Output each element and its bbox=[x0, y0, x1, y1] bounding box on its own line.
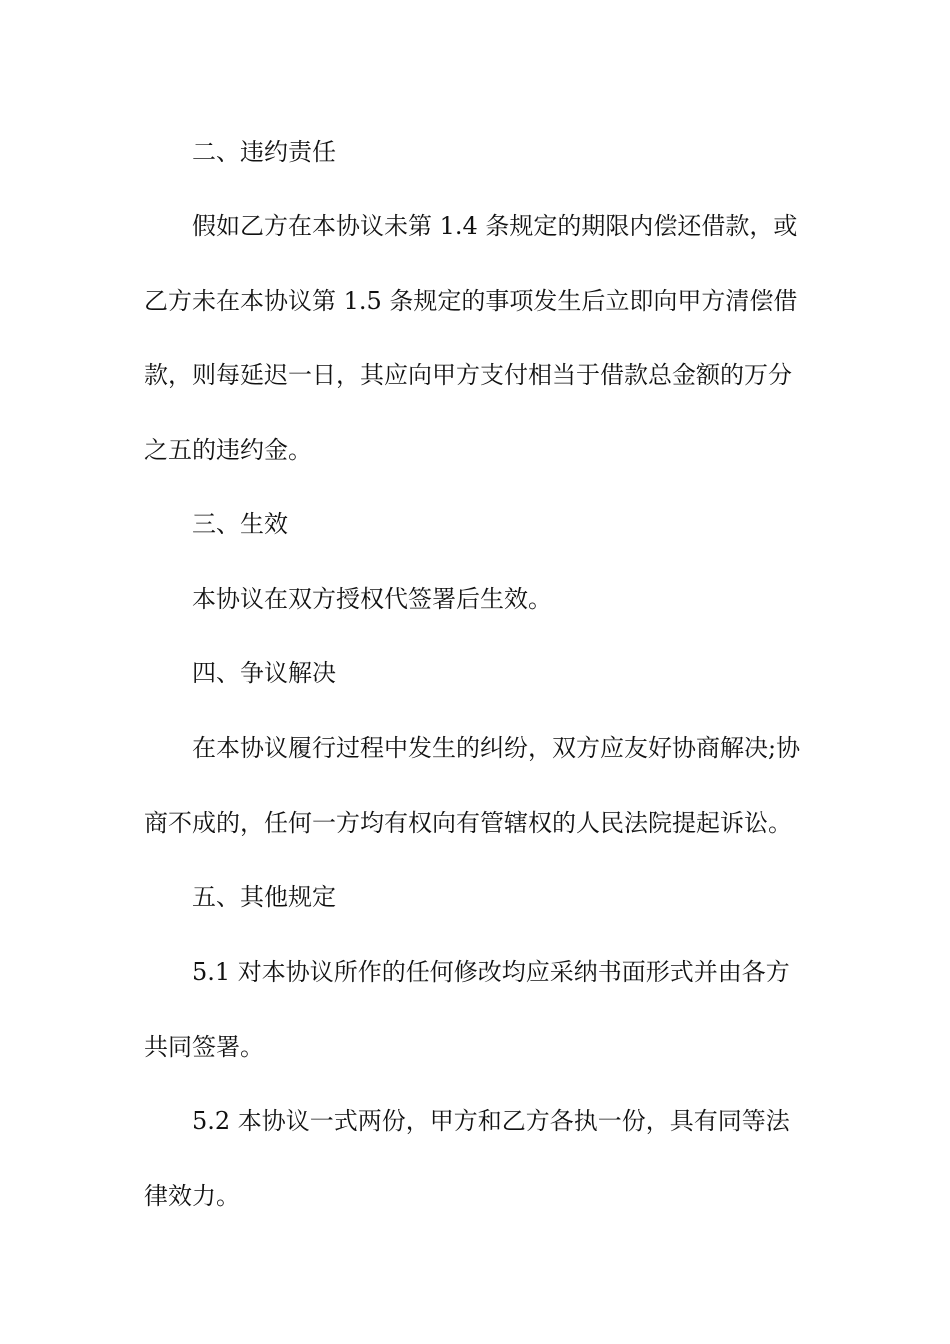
paragraph-line: 共同签署。 bbox=[144, 1032, 264, 1061]
paragraph-line: 商不成的，任何一方均有权向有管辖权的人民法院提起诉讼。 bbox=[144, 808, 792, 837]
section-heading-effect bbox=[144, 487, 808, 562]
paragraph-line: 款，则每延迟一日，其应向甲方支付相当于借款总金额的万分 bbox=[144, 361, 792, 389]
paragraph-line: 在本协议履行过程中发生的纠纷，双方应友好协商解决;协 bbox=[192, 734, 801, 762]
clause-5-1 bbox=[144, 935, 808, 1084]
paragraph-line: 假如乙方在本协议未第 1.4 条规定的期限内偿还借款，或 bbox=[192, 212, 798, 240]
paragraph-line: 律效力。 bbox=[144, 1181, 240, 1210]
paragraph-dispute bbox=[144, 711, 808, 860]
clause-5-2 bbox=[144, 1084, 808, 1233]
paragraph-breach bbox=[144, 189, 808, 487]
heading-text: 三、生效 bbox=[192, 510, 288, 538]
heading-text: 二、违约责任 bbox=[192, 138, 336, 166]
paragraph-line: 本协议在双方授权代签署后生效。 bbox=[192, 585, 552, 613]
heading-text: 四、争议解决 bbox=[192, 659, 336, 687]
paragraph-line: 之五的违约金。 bbox=[144, 435, 312, 464]
section-heading-other bbox=[144, 860, 808, 935]
section-heading-breach bbox=[144, 115, 808, 190]
paragraph-line: 5.2 本协议一式两份，甲方和乙方各执一份，具有同等法 bbox=[192, 1107, 790, 1135]
paragraph-effect bbox=[144, 562, 808, 637]
paragraph-line: 5.1 对本协议所作的任何修改均应采纳书面形式并由各方 bbox=[192, 958, 790, 986]
heading-text: 五、其他规定 bbox=[192, 883, 336, 911]
paragraph-line: 乙方未在本协议第 1.5 条规定的事项发生后立即向甲方清偿借 bbox=[144, 286, 798, 315]
section-heading-dispute bbox=[144, 636, 808, 711]
